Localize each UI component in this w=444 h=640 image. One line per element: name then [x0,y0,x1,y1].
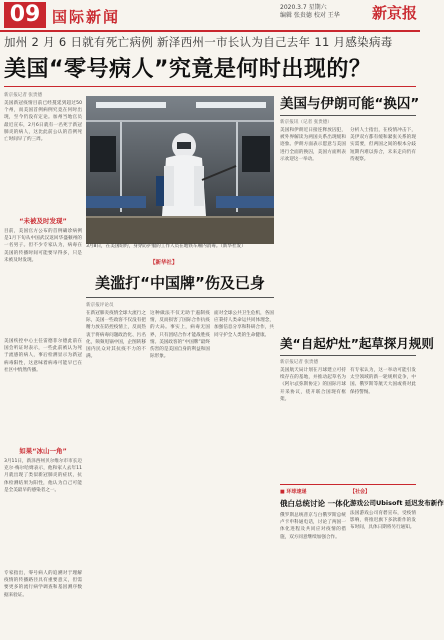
article-subtitle-2: 如果“冰山一角” [19,447,67,455]
right-mid-rule [280,355,416,356]
brief-left-title: 俄白总统讨论 一体化 [280,499,351,508]
photo-tag: 【新华社】 [150,260,178,266]
brief-right-label: 【社会】 [350,489,371,495]
subheadline: 加州 2 月 6 日就有死亡病例 新泽西州一市长认为自己去年 11 月感染病毒 [4,35,393,49]
editor-text: 编辑 张贵德 校对 王华 [280,12,340,19]
center-rule [86,297,274,298]
header-rule [0,30,420,32]
right-mid-byline: 新京报记者 张贵德 [280,360,319,365]
right-top-headline: 美国与伊朗可能“换囚” [280,96,420,112]
right-top-rule [280,115,416,116]
center-article [86,272,274,626]
brief-right-title: 游戏公司Ubisoft 延迟发布新作 [350,499,444,507]
center-paragraph-2: 这种做法不仅无助于遏制疫情，反而损害了国际合作抗疫的大局。事实上，病毒无国界，只有团结合作才能战胜疫情。美国政客的“中国牌”最终伤害的是美国自身的利益和国际形象。 [150,311,210,360]
right-top-paragraph-2: 分析人士指出，在疫情冲击下，美伊双方都有缓和紧张关系的现实需要，但两国之间的根本分歧短期内难以弥合，未来走向仍有待观察。 [350,128,416,162]
section-title: 国际新闻 [52,8,121,26]
right-top-columns [280,127,416,327]
subway-photo-image [86,96,274,244]
main-article-left-column [4,92,82,630]
center-paragraph-1: 在新冠肺炎疫情全球大流行之际，美国一些政客不仅没有把精力放在防控疫情上，反而热衷于将病毒问题政治化、污名化，频频甩锅中国，企图转移国内民众对其抗疫不力的不满。 [86,311,146,360]
brief-right-text: 法国游戏公司育碧宣布，受疫情影响，将推迟旗下多款新作的发布时间，具体日期将另行通知。 [350,511,416,531]
right-mid-article [280,334,434,479]
center-byline: 新京报评论员 [86,303,114,308]
article-paragraph-1: 目前，美国官方公布的首例确诊病例是1月下旬从中国武汉返回华盛顿州的一名男子。但不少专家认为，病毒在美国的传播时间可能要早得多，只是未被及时发现。 [4,229,82,263]
right-top-byline: 新京报讯（记者 张贵德） [280,120,332,125]
right-top-article [280,92,420,327]
center-paragraph-3: 面对全球公共卫生危机，各国应秉持人类命运共同体理念，加强信息分享和科研合作，共同守护全人类的生命健康。 [214,311,274,338]
main-headline: 美国“零号病人”究竟是何时出现的？ [4,57,372,82]
article-paragraph-4: 专家指出，零号病人的追溯对于理解疫情的传播路径具有重要意义，但需要更多的流行病学调查和基因测序数据来验证。 [4,571,82,598]
date-line [280,4,340,20]
article-byline: 新京报记者 张贵德 [4,93,43,98]
right-mid-headline: 美“自起炉灶”起草探月规则 [280,336,434,351]
right-top-paragraph-1: 美国和伊朗近日接连释放囚犯，被外界解读为两国关系出现缓和迹象。伊朗方面表示愿意与美国进行全面的换囚，美国方面则表示欢迎这一举动。 [280,128,346,162]
photo-caption: 3月8日，在美国纽约，身穿防护服的工作人员在地铁车厢内消毒。（新华社发） [86,244,246,249]
date-text: 2020.3.7 星期六 [280,4,327,11]
right-mid-columns [280,367,416,479]
subway-photo [86,96,274,244]
article-paragraph-3: 3月11日，新泽西州贝尔维尔市市长迈克尔·梅尔哈姆表示，他和家人去年11月就出现了类似新冠肺炎的症状，抗体检测结果为阳性，他认为自己可能是全美最早的感染者之一。 [4,459,82,493]
brief-left-text: 俄罗斯总统普京与白俄罗斯总统卢卡申科通电话，讨论了两国一体化进程及共同应对疫情的措施，双方同意继续加强合作。 [280,513,346,540]
brief-right [350,488,444,634]
briefs-rule [280,484,416,485]
right-mid-paragraph-1: 美国航天局计划在月球建立可持续存在的基地，并推动起草名为《阿尔忒弥斯协定》的国际月球开采协议，绕开联合国现有框架。 [280,368,346,402]
article-lead: 美国新冠疫情目前已经蔓延到超过50个州，而美国首例病例究竟在何时出现，至今仍没有定论。加州当地官员最近宣布，2月6日就有一名死于新冠肺炎的病人，这比此前公认的首例死亡时间早了约三周。 [4,101,82,143]
center-headline: 美滥打“中国牌”伤及已身 [95,274,265,292]
brief-left-label: ■ 环球速递 [280,489,307,495]
article-paragraph-2: 美国疾控中心主任雷德菲尔德此前在国会听证时表示，一些此前被认为死于流感的病人，事后检测显示为新冠病毒阳性，这意味着病毒可能早已在社区中悄然传播。 [4,339,82,373]
brief-left [280,488,351,636]
headline-rule [4,86,416,87]
right-mid-paragraph-2: 有专家认为，这一举动可能引发太空领域的新一轮规则竞争，中国、俄罗斯等航天大国或将对此保持警惕。 [350,368,416,395]
center-columns [86,310,274,626]
newspaper-logo: 新京报 [372,4,418,22]
article-subtitle-1: “未被及时发现” [19,217,67,225]
page-number: 09 [4,2,46,28]
